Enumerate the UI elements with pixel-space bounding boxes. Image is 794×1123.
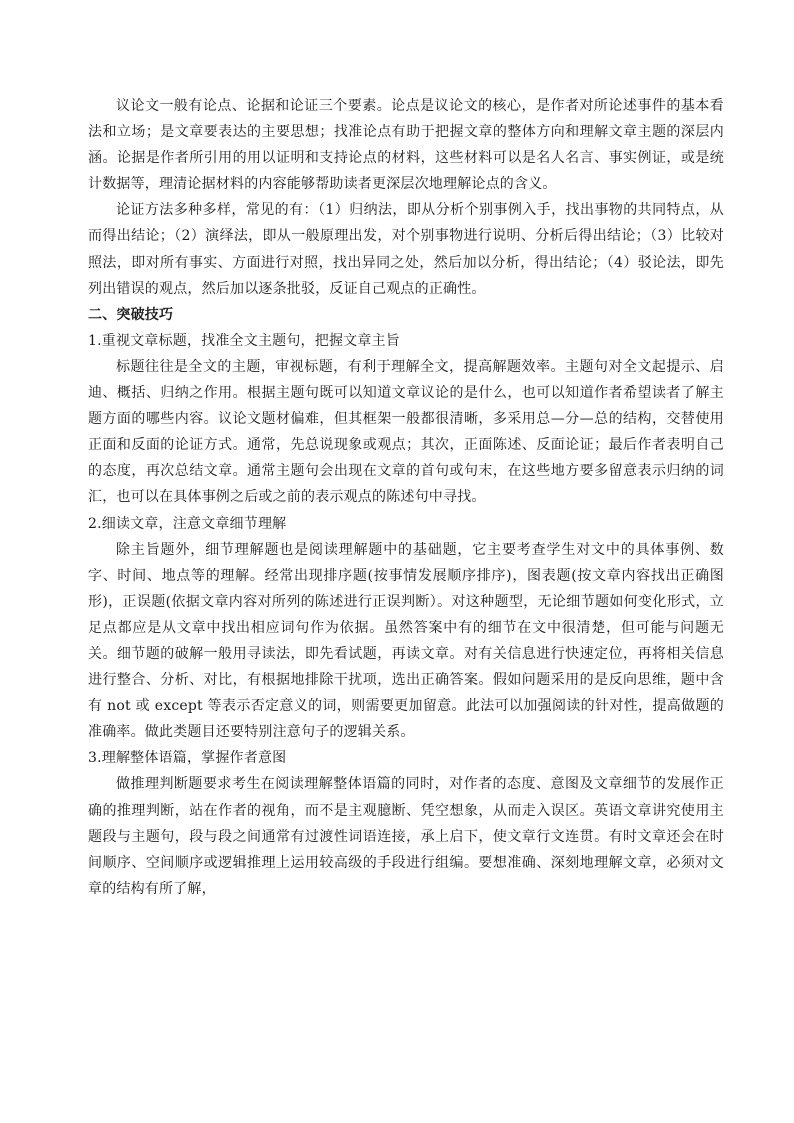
section-heading: 二、突破技巧 bbox=[88, 306, 174, 323]
tip-title-3: 3.理解整体语篇，掌握作者意图 bbox=[88, 750, 287, 767]
paragraph-argument-methods: 论证方法多种多样，常见的有：（1）归纳法，即从分析个别事例入手，找出事物的共同特点，从而得出结论；（2）演绎法，即从一般原理出发，对个别事物进行说明、分析后得出结论；（3）比较对照法，即对所有事实、方面进行对照，找出异同之处，然后加以分析，得出结论；（4）驳论法，即先列出错误的观点，然后加以逐条批驳，反证自己观点的正确性。 bbox=[88, 202, 724, 297]
tip-title-2: 2.细读文章，注意文章细节理解 bbox=[88, 515, 287, 532]
tip-title-1: 1.重视文章标题，找准全文主题句，把握文章主旨 bbox=[88, 332, 400, 349]
tip-body-2: 除主旨题外，细节理解题也是阅读理解题中的基础题，它主要考查学生对文中的具体事例、数字、时间、地点等的理解。经常出现排序题(按事情发展顺序排序)，图表题(按文章内容找出正确图形)，正误题(依据文章内容对所列的陈述进行正误判断）。对这种题型，无论细节题如何变化形式，立足点都应是从文章中找出相应词句作为依据。虽然答案中有的细节在文中很清楚，但可能与问题无关。细节题的破解一般用寻读法，即先看试题，再读文章。对有关信息进行快速定位，再将相关信息进行整合、分析、对比，有根据地排除干扰项，选出正确答案。假如问题采用的是反向思维，题中含有 not 或 except 等表示否定意义的词，则需要更加留意。此法可以加强阅读的针对性，提高做题的准确率。做此类题目还要特别注意句子的逻辑关系。 bbox=[88, 541, 724, 741]
document-page bbox=[88, 93, 724, 902]
tip-body-3: 做推理判断题要求考生在阅读理解整体语篇的同时，对作者的态度、意图及文章细节的发展作正确的推理判断，站在作者的视角，而不是主观臆断、凭空想象，从而走入误区。英语文章讲究使用主题段与主题句，段与段之间通常有过渡性词语连接，承上启下，使文章行文连贯。有时文章还会在时间顺序、空间顺序或逻辑推理上运用较高级的手段进行组编。要想准确、深刻地理解文章，必须对文章的结构有所了解， bbox=[88, 776, 724, 897]
tip-body-1: 标题往往是全文的主题，审视标题，有利于理解全文，提高解题效率。主题句对全文起提示、启迪、概括、归纳之作用。根据主题句既可以知道文章议论的是什么，也可以知道作者希望读者了解主题方面的哪些内容。议论文题材偏难，但其框架一般都很清晰，多采用总—分—总的结构，交替使用正面和反面的论证方式。通常，先总说现象或观点；其次，正面陈述、反面论证；最后作者表明自己的态度，再次总结文章。通常主题句会出现在文章的首句或句末，在这些地方要多留意表示归纳的词汇，也可以在具体事例之后或之前的表示观点的陈述句中寻找。 bbox=[88, 358, 724, 506]
paragraph-argument-elements: 议论文一般有论点、论据和论证三个要素。论点是议论文的核心，是作者对所论述事件的基本看法和立场；是文章要表达的主要思想；找准论点有助于把握文章的整体方向和理解文章主题的深层内涵。论据是作者所引用的用以证明和支持论点的材料，这些材料可以是名人名言、事实例证，或是统计数据等，理清论据材料的内容能够帮助读者更深层次地理解论点的含义。 bbox=[88, 98, 724, 193]
